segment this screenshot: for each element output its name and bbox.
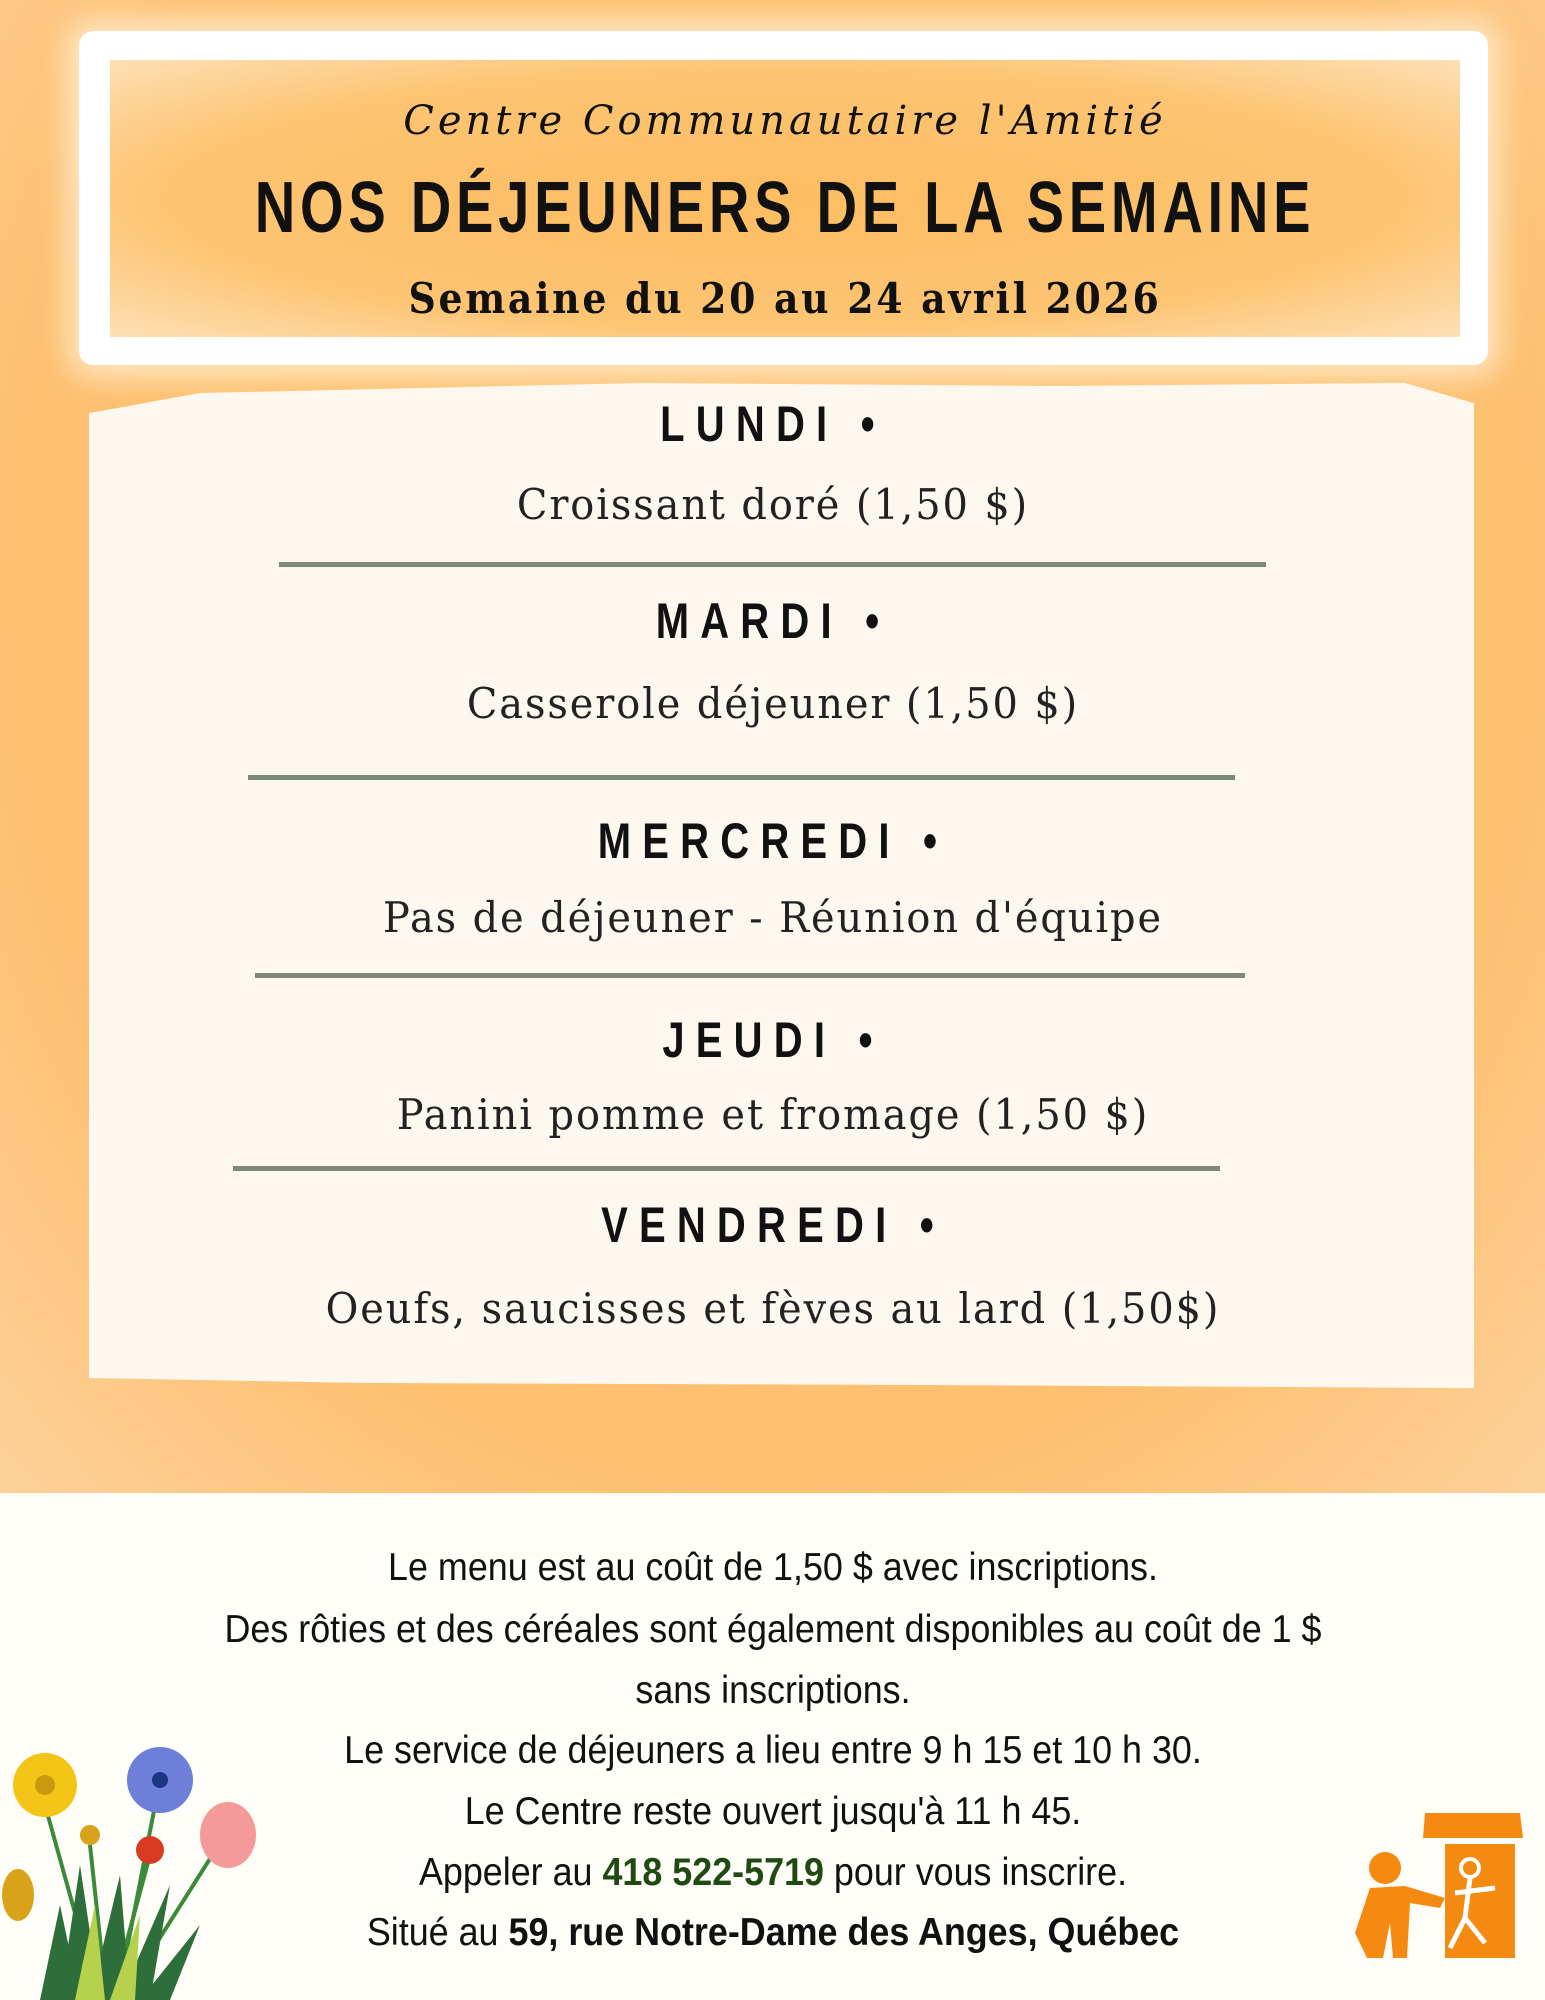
call-prefix: Appeler au	[418, 1851, 602, 1894]
flowers-illustration	[0, 1735, 270, 2000]
menu-item-vendredi: Oeufs, saucisses et fèves au lard (1,50$)	[325, 1284, 1220, 1333]
divider	[279, 562, 1266, 567]
call-suffix: pour vous inscrire.	[823, 1851, 1127, 1894]
divider	[248, 775, 1235, 780]
day-heading-jeudi: JEUDI •	[661, 1012, 884, 1068]
phone-number[interactable]: 418 522-5719	[601, 1851, 824, 1894]
divider	[255, 973, 1245, 978]
info-extras: Des rôties et des céréales sont également disponibles au coût de 1 $	[223, 1608, 1322, 1651]
header-box	[110, 60, 1460, 337]
organization-name: Centre Communautaire l'Amitié	[403, 98, 1167, 144]
divider	[233, 1166, 1220, 1171]
day-heading-mercredi: MERCREDI •	[597, 813, 948, 869]
menu-item-lundi: Croissant doré (1,50 $)	[516, 480, 1029, 529]
address: 59, rue Notre-Dame des Anges, Québec	[507, 1911, 1179, 1954]
info-call	[418, 1850, 1126, 1896]
day-heading-lundi: LUNDI •	[659, 396, 886, 452]
info-closing: Le Centre reste ouvert jusqu'à 11 h 45.	[464, 1790, 1081, 1833]
week-dates: Semaine du 20 au 24 avril 2026	[408, 274, 1162, 323]
info-hours: Le service de déjeuners a lieu entre 9 h 15 et 10 h 30.	[343, 1729, 1202, 1772]
community-center-logo	[1345, 1808, 1525, 1968]
info-address	[366, 1910, 1178, 1956]
menu-item-mercredi: Pas de déjeuner - Réunion d'équipe	[382, 893, 1163, 942]
day-heading-vendredi: VENDREDI •	[600, 1197, 945, 1253]
address-prefix: Situé au	[366, 1911, 508, 1954]
info-extras-cont: sans inscriptions.	[634, 1669, 911, 1712]
menu-item-jeudi: Panini pomme et fromage (1,50 $)	[396, 1090, 1149, 1139]
info-price: Le menu est au coût de 1,50 $ avec inscriptions.	[387, 1546, 1158, 1589]
menu-item-mardi: Casserole déjeuner (1,50 $)	[466, 679, 1079, 728]
day-heading-mardi: MARDI •	[655, 593, 890, 649]
page-title: NOS DÉJEUNERS DE LA SEMAINE	[254, 168, 1316, 248]
header-frame	[79, 31, 1488, 365]
